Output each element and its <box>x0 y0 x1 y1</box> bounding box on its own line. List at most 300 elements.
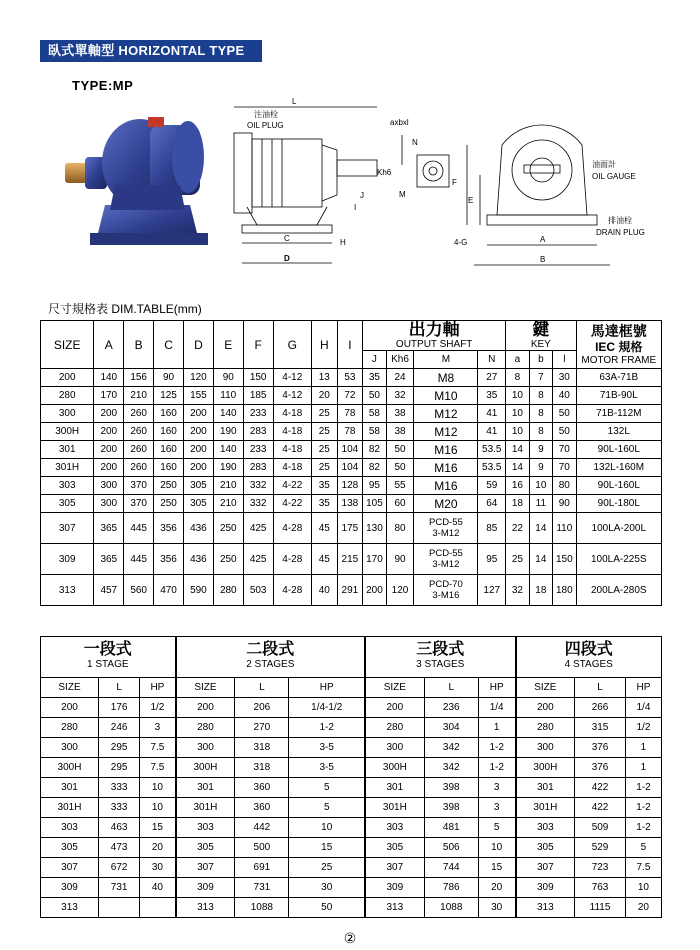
stage-cell: 7.5 <box>140 758 176 778</box>
stage-cell: 307 <box>176 858 235 878</box>
table-cell: 300 <box>94 495 124 513</box>
table-cell: 305 <box>183 477 213 495</box>
stage-cell: 10 <box>478 838 515 858</box>
output-shaft-zh: 出力軸 <box>408 320 460 339</box>
table-cell: 200 <box>41 369 94 387</box>
sub-col-header: b <box>529 351 552 369</box>
stage-sub-header: HP <box>140 678 176 698</box>
table-cell: 90L-160L <box>576 441 661 459</box>
stage-cell: 731 <box>235 878 289 898</box>
stage-sub-header: SIZE <box>516 678 575 698</box>
stage-cell: 398 <box>424 778 478 798</box>
stage-cell: 1/2 <box>140 698 176 718</box>
table-cell: 110 <box>553 513 576 544</box>
table-cell: 90L-160L <box>576 477 661 495</box>
stage-sub-header: SIZE <box>41 678 99 698</box>
table-cell: 200 <box>183 441 213 459</box>
table-cell: 25 <box>312 423 338 441</box>
stage-cell: 313 <box>516 898 575 918</box>
stage-cell: 1 <box>625 758 661 778</box>
table-cell: 9 <box>529 441 552 459</box>
oil-plug-zh-label: 注油栓 <box>254 110 278 119</box>
output-shaft-en: OUTPUT SHAFT <box>395 339 473 350</box>
stage-cell: 398 <box>424 798 478 818</box>
col-header-size: SIZE <box>41 321 94 369</box>
stage-cell: 360 <box>235 778 289 798</box>
dim-I-label: I <box>354 203 357 212</box>
stage-row <box>41 858 662 878</box>
table-cell: 300H <box>41 423 94 441</box>
stage-cell: 691 <box>235 858 289 878</box>
table-cell: 170 <box>94 387 124 405</box>
table-cell: 90 <box>154 369 184 387</box>
dim-D-label: D <box>284 254 290 263</box>
stage-cell: 463 <box>99 818 140 838</box>
table-cell: 200 <box>94 405 124 423</box>
stage-cell: 5 <box>289 778 365 798</box>
stage-row <box>41 778 662 798</box>
stage-row <box>41 798 662 818</box>
stage-cell: 10 <box>140 778 176 798</box>
table-cell: 40 <box>312 575 338 606</box>
motor-en: MOTOR FRAME <box>581 355 657 366</box>
table-cell: 125 <box>154 387 184 405</box>
stage-cell: 7.5 <box>625 858 661 878</box>
table-cell: 105 <box>363 495 386 513</box>
stage-cell: 509 <box>575 818 626 838</box>
stage-cell: 309 <box>41 878 99 898</box>
stage-cell: 763 <box>575 878 626 898</box>
table-cell: 4-18 <box>273 405 311 423</box>
table-cell: 41 <box>478 405 506 423</box>
table-cell: 150 <box>243 369 273 387</box>
stage-cell: 342 <box>424 738 478 758</box>
table-cell: 260 <box>124 459 154 477</box>
table-cell: PCD-55 3-M12 <box>414 513 478 544</box>
stage-cell: 318 <box>235 758 289 778</box>
table-cell: 38 <box>386 423 414 441</box>
stage-cell: 786 <box>424 878 478 898</box>
stage-cell: 3 <box>478 798 515 818</box>
table-cell: 140 <box>213 405 243 423</box>
drain-plug-zh-label: 排油栓 <box>608 216 632 225</box>
stage-cell: 1/4 <box>478 698 515 718</box>
table-cell: 4-28 <box>273 575 311 606</box>
stage-cell: 333 <box>99 778 140 798</box>
stage-cell: 309 <box>516 878 575 898</box>
stage-cell: 5 <box>289 798 365 818</box>
stage-cell: 1-2 <box>478 758 515 778</box>
table-cell: 72 <box>337 387 363 405</box>
table-cell: 283 <box>243 423 273 441</box>
sub-col-header: J <box>363 351 386 369</box>
table-cell: 90 <box>213 369 243 387</box>
page-number: ② <box>343 930 357 946</box>
table-cell: 82 <box>363 441 386 459</box>
table-cell: 8 <box>506 369 529 387</box>
stage-header-1 <box>41 637 176 678</box>
table-cell: 4-12 <box>273 387 311 405</box>
stage-cell: 307 <box>41 858 99 878</box>
table-cell: 10 <box>506 423 529 441</box>
table-cell: 170 <box>363 544 386 575</box>
stage-sub-header: HP <box>478 678 515 698</box>
col-header-f: F <box>243 321 273 369</box>
stage-cell: 422 <box>575 778 626 798</box>
table-cell: 200 <box>94 423 124 441</box>
stage-cell: 280 <box>176 718 235 738</box>
table-cell: 4-18 <box>273 441 311 459</box>
stage-cell: 5 <box>625 838 661 858</box>
table-cell: 160 <box>154 423 184 441</box>
table-cell: M10 <box>414 387 478 405</box>
table-cell: 14 <box>506 441 529 459</box>
table-cell: 95 <box>363 477 386 495</box>
table-cell: 41 <box>478 423 506 441</box>
key-header <box>506 321 576 351</box>
stage-row <box>41 718 662 738</box>
stage-row <box>41 758 662 778</box>
table-cell: 365 <box>94 513 124 544</box>
stage-cell: 20 <box>140 838 176 858</box>
stage-cell: 376 <box>575 758 626 778</box>
sub-col-header: N <box>478 351 506 369</box>
motor-iec: IEC 規格 <box>595 340 643 354</box>
table-cell: 45 <box>312 513 338 544</box>
table-cell: 280 <box>213 575 243 606</box>
table-cell: 210 <box>213 495 243 513</box>
table-cell: 365 <box>94 544 124 575</box>
table-cell: 4-18 <box>273 459 311 477</box>
stage-zh: 四段式 <box>564 641 613 658</box>
table-cell: 71B-90L <box>576 387 661 405</box>
table-cell: 53.5 <box>478 459 506 477</box>
table-cell: 128 <box>337 477 363 495</box>
stage-cell: 1/4 <box>625 698 661 718</box>
stage-cell: 20 <box>625 898 661 918</box>
table-cell: 24 <box>386 369 414 387</box>
table-cell: 470 <box>154 575 184 606</box>
stage-cell: 3-5 <box>289 738 365 758</box>
stage-cell: 300 <box>365 738 424 758</box>
stage-cell: 309 <box>365 878 424 898</box>
table-cell: 445 <box>124 513 154 544</box>
table-cell: 175 <box>337 513 363 544</box>
stage-cell: 30 <box>289 878 365 898</box>
table-cell: 300 <box>41 405 94 423</box>
table-cell: 436 <box>183 513 213 544</box>
stage-en: 1 STAGE <box>87 659 129 670</box>
stage-cell: 313 <box>41 898 99 918</box>
stage-cell: 333 <box>99 798 140 818</box>
col-header-i: I <box>337 321 363 369</box>
stage-cell: 309 <box>176 878 235 898</box>
key-en: KEY <box>530 339 551 350</box>
table-cell: 50 <box>553 423 576 441</box>
sub-col-header: Kh6 <box>386 351 414 369</box>
table-cell: 18 <box>506 495 529 513</box>
col-header-h: H <box>312 321 338 369</box>
table-cell: 104 <box>337 459 363 477</box>
table-cell: 305 <box>41 495 94 513</box>
stage-cell: 301 <box>41 778 99 798</box>
stage-cell: 5 <box>478 818 515 838</box>
stage-zh: 二段式 <box>246 641 295 658</box>
stage-row <box>41 818 662 838</box>
table-cell: 590 <box>183 575 213 606</box>
stage-cell: 473 <box>99 838 140 858</box>
table-cell: 11 <box>529 495 552 513</box>
table-cell: 200 <box>183 405 213 423</box>
stage-cell: 313 <box>365 898 424 918</box>
stage-cell: 20 <box>478 878 515 898</box>
table-cell: 200LA-280S <box>576 575 661 606</box>
table-cell: 200 <box>183 423 213 441</box>
axbxl-label: axbxl <box>390 118 409 127</box>
table-cell: 332 <box>243 477 273 495</box>
table-cell: 4-22 <box>273 477 311 495</box>
stage-cell: 3 <box>140 718 176 738</box>
stage-cell: 300H <box>41 758 99 778</box>
table-cell: 356 <box>154 544 184 575</box>
stage-cell <box>99 898 140 918</box>
table-cell: 291 <box>337 575 363 606</box>
table-cell: 8 <box>529 423 552 441</box>
stage-sub-header: HP <box>289 678 365 698</box>
stage-cell: 10 <box>289 818 365 838</box>
stage-en: 3 STAGES <box>416 659 465 670</box>
table-cell: 58 <box>363 405 386 423</box>
stage-cell: 303 <box>176 818 235 838</box>
stage-cell: 270 <box>235 718 289 738</box>
stage-cell: 305 <box>516 838 575 858</box>
table-cell: 35 <box>312 495 338 513</box>
table-cell: 25 <box>312 459 338 477</box>
stage-cell: 1088 <box>424 898 478 918</box>
table-cell: 63A-71B <box>576 369 661 387</box>
stage-cell: 7.5 <box>140 738 176 758</box>
stage-cell: 1 <box>478 718 515 738</box>
table-cell: 35 <box>363 369 386 387</box>
stage-cell: 1-2 <box>625 798 661 818</box>
stage-cell: 318 <box>235 738 289 758</box>
stage-cell: 1-2 <box>625 818 661 838</box>
table-row <box>41 459 662 477</box>
table-cell: 27 <box>478 369 506 387</box>
stage-cell: 280 <box>365 718 424 738</box>
table-cell: 82 <box>363 459 386 477</box>
table-cell: 55 <box>386 477 414 495</box>
table-cell: 90 <box>386 544 414 575</box>
table-cell: 8 <box>529 387 552 405</box>
table-cell: 50 <box>386 459 414 477</box>
table-cell: 436 <box>183 544 213 575</box>
stage-cell: 1-2 <box>625 778 661 798</box>
stage-row <box>41 838 662 858</box>
table-cell: 445 <box>124 544 154 575</box>
table-cell: 300 <box>94 477 124 495</box>
table-cell: 332 <box>243 495 273 513</box>
stage-cell: 1115 <box>575 898 626 918</box>
table-cell: 53.5 <box>478 441 506 459</box>
stage-cell: 529 <box>575 838 626 858</box>
table-cell: 503 <box>243 575 273 606</box>
table-cell: 425 <box>243 544 273 575</box>
key-zh: 鍵 <box>532 320 550 339</box>
table-cell: 233 <box>243 441 273 459</box>
table-cell: 457 <box>94 575 124 606</box>
stage-cell: 300 <box>41 738 99 758</box>
table-cell: 59 <box>478 477 506 495</box>
stage-cell: 236 <box>424 698 478 718</box>
stage-sub-header: L <box>424 678 478 698</box>
stage-zh: 三段式 <box>416 641 465 658</box>
stage-cell: 15 <box>478 858 515 878</box>
table-cell: 160 <box>154 405 184 423</box>
table-row <box>41 369 662 387</box>
stage-cell <box>140 898 176 918</box>
stage-cell: 10 <box>625 878 661 898</box>
stage-cell: 1 <box>625 738 661 758</box>
stage-cell: 200 <box>176 698 235 718</box>
stage-cell: 300H <box>516 758 575 778</box>
output-shaft-header <box>363 321 506 351</box>
table-cell: 210 <box>213 477 243 495</box>
stage-cell: 301 <box>365 778 424 798</box>
col-header-a: A <box>94 321 124 369</box>
stage-cell: 30 <box>140 858 176 878</box>
stage-cell: 10 <box>140 798 176 818</box>
table-cell: 16 <box>506 477 529 495</box>
dimension-drawing <box>212 95 662 275</box>
table-cell: M12 <box>414 405 478 423</box>
stage-cell: 300 <box>176 738 235 758</box>
stage-cell: 723 <box>575 858 626 878</box>
stage-cell: 25 <box>289 858 365 878</box>
dimension-table <box>40 320 662 606</box>
stage-cell: 176 <box>99 698 140 718</box>
stage-cell: 301H <box>41 798 99 818</box>
table-cell: 22 <box>506 513 529 544</box>
table-cell: 32 <box>506 575 529 606</box>
table-cell: 50 <box>553 405 576 423</box>
table-cell: 200 <box>94 441 124 459</box>
stage-cell: 307 <box>516 858 575 878</box>
table-cell: 4-18 <box>273 423 311 441</box>
table-cell: 250 <box>213 544 243 575</box>
table-row <box>41 477 662 495</box>
stage-cell: 307 <box>365 858 424 878</box>
stage-cell: 481 <box>424 818 478 838</box>
stage-cell: 506 <box>424 838 478 858</box>
table-cell: 305 <box>183 495 213 513</box>
gear-motor-photo <box>60 105 210 255</box>
dim-N-label: N <box>412 138 418 147</box>
table-row <box>41 441 662 459</box>
table-cell: 260 <box>124 423 154 441</box>
table-cell: 4-28 <box>273 513 311 544</box>
sub-col-header: M <box>414 351 478 369</box>
table-cell: 70 <box>553 459 576 477</box>
table-cell: 356 <box>154 513 184 544</box>
table-cell: 200 <box>183 459 213 477</box>
table-cell: 190 <box>213 423 243 441</box>
dim-E-label: E <box>468 196 474 205</box>
stage-sub-header: L <box>235 678 289 698</box>
stage-cell: 200 <box>365 698 424 718</box>
table-row <box>41 405 662 423</box>
table-cell: 127 <box>478 575 506 606</box>
stage-cell: 200 <box>41 698 99 718</box>
table-cell: 301H <box>41 459 94 477</box>
table-cell: 71B-112M <box>576 405 661 423</box>
stage-cell: 301H <box>365 798 424 818</box>
stage-cell: 304 <box>424 718 478 738</box>
table-cell: 313 <box>41 575 94 606</box>
stage-cell: 303 <box>365 818 424 838</box>
table-cell: 283 <box>243 459 273 477</box>
stage-cell: 672 <box>99 858 140 878</box>
stage-cell: 422 <box>575 798 626 818</box>
table-cell: 95 <box>478 544 506 575</box>
table-cell: 10 <box>506 387 529 405</box>
stage-row <box>41 878 662 898</box>
stage-cell: 50 <box>289 898 365 918</box>
stage-cell: 1088 <box>235 898 289 918</box>
stage-cell: 301 <box>516 778 575 798</box>
stage-sub-header: L <box>99 678 140 698</box>
dim-F-label: F <box>452 178 457 187</box>
table-cell: 309 <box>41 544 94 575</box>
table-cell: 250 <box>213 513 243 544</box>
table-cell: 233 <box>243 405 273 423</box>
table-cell: 104 <box>337 441 363 459</box>
stage-cell: 342 <box>424 758 478 778</box>
stage-cell: 300H <box>176 758 235 778</box>
stage-cell: 246 <box>99 718 140 738</box>
stage-cell: 3-5 <box>289 758 365 778</box>
table-cell: 13 <box>312 369 338 387</box>
table-cell: 190 <box>213 459 243 477</box>
table-cell: 250 <box>154 477 184 495</box>
table-cell: 14 <box>529 513 552 544</box>
stage-cell: 200 <box>516 698 575 718</box>
table-cell: 100LA-225S <box>576 544 661 575</box>
dim-B-label: B <box>540 255 546 264</box>
dim-J-label: J <box>360 191 364 200</box>
table-cell: 50 <box>363 387 386 405</box>
table-cell: 10 <box>506 405 529 423</box>
table-row <box>41 513 662 544</box>
table-cell: 100LA-200L <box>576 513 661 544</box>
table-row <box>41 575 662 606</box>
stage-cell: 303 <box>516 818 575 838</box>
table-cell: 40 <box>553 387 576 405</box>
stage-cell: 301H <box>176 798 235 818</box>
stage-header-3 <box>365 637 516 678</box>
stage-en: 2 STAGES <box>246 659 295 670</box>
table-cell: 425 <box>243 513 273 544</box>
drain-plug-en-label: DRAIN PLUG <box>596 228 645 237</box>
dim-4G-label: 4-G <box>454 238 468 247</box>
table-cell: 150 <box>553 544 576 575</box>
table-cell: M16 <box>414 441 478 459</box>
dim-A-label: A <box>540 235 546 244</box>
oil-gauge-zh-label: 油面計 <box>592 160 616 169</box>
stage-cell: 206 <box>235 698 289 718</box>
table-cell: 160 <box>154 459 184 477</box>
stage-header-2 <box>176 637 365 678</box>
